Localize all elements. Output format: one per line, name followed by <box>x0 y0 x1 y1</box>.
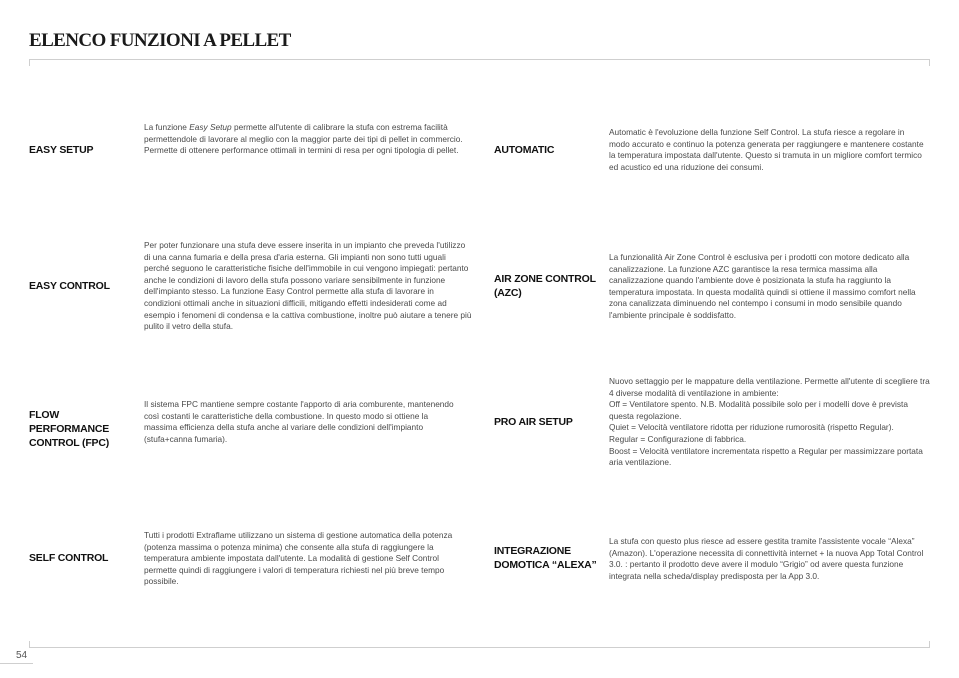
easy-setup-desc-start: La funzione <box>144 122 190 132</box>
top-frame-rule <box>29 59 930 66</box>
feature-desc-automatic: Automatic è l'evoluzione della funzione Self Control. La stufa riesce a regolare in modo accurato e continuo la potenza generata per raggiungere e mantenere costante la temperatura impostata dall'utente. Questo si tramuta in un migliore comfort termico ed acustico ed una riduzione dei consumi. <box>609 127 924 172</box>
page-title: ELENCO FUNZIONI A PELLET <box>29 30 291 51</box>
easy-setup-desc-para2: Permette di ottenere performance ottimali in termini di resa per ogni tipologia di pellet. <box>144 145 459 156</box>
feature-desc-easy-setup <box>144 122 464 157</box>
feature-label-pro-air-setup: PRO AIR SETUP <box>494 416 573 428</box>
easy-setup-desc-end: permette all'utente di calibrare la stufa con estrema facilità permettendole di lavorare al meglio con la maggior parte dei tipi di pellet in commercio. <box>144 122 463 144</box>
feature-label-easy-setup: EASY SETUP <box>29 144 94 156</box>
feature-label-flow-performance: FLOW PERFORMANCE CONTROL (FPC) <box>29 409 110 449</box>
feature-label-automatic: AUTOMATIC <box>494 144 555 156</box>
feature-desc-easy-control: Per poter funzionare una stufa deve essere inserita in un impianto che preveda l'utilizzo di una canna fumaria e della presa d'aria esterna. Gli impianti non sono tutti uguali perché seguono le caratteristiche fisiche dell'immobile in cui vengono impiegati: pertanto anche le condizioni di lavoro della stufa possono variare sensibilmente in funzione dell'impianto stesso. La funzione Easy Control permette alla stufa di lavorare in condizioni ottimali anche in situazioni difficili, mitigando effetti indesiderati come ad esempio i fenomeni di condensa e la cattiva combustione, inoltre può aiutare a tenere più pulito il vetro della stufa. <box>144 240 472 332</box>
pro-air-setup-desc-line: Off = Ventilatore spento. N.B. Modalità possibile solo per i modelli dove è prevista questa regolazione. <box>609 399 908 421</box>
feature-label-self-control: SELF CONTROL <box>29 552 109 564</box>
feature-desc-flow-performance: Il sistema FPC mantiene sempre costante l'apporto di aria comburente, mantenendo così costanti le caratteristiche della combustione. In questo modo si ottiene la massima efficienza della stufa anche al variare delle condizioni dell'impianto (stufa+canna fumaria). <box>144 399 454 444</box>
feature-desc-integrazione-alexa: La stufa con questo plus riesce ad essere gestita tramite l'assistente vocale “Alexa” (Amazon). L'operazione necessita di connettività internet + la nuova App Total Control 3.0. : pertanto il prodotto deve avere il modulo “Grigio” od avere questa funzione integrata nella scheda/display predisposta per la App 3.0. <box>609 536 924 581</box>
pro-air-setup-desc-line: Boost = Velocità ventilatore incrementata rispetto a Regular per massimizzare portata aria ventilazione. <box>609 445 923 468</box>
bottom-frame-rule <box>29 641 930 648</box>
feature-label-easy-control: EASY CONTROL <box>29 280 110 292</box>
feature-desc-pro-air-setup <box>609 376 934 469</box>
feature-desc-air-zone-control: La funzionalità Air Zone Control è esclusiva per i prodotti con motore dedicato alla canalizzazione. La funzione AZC garantisce la resa termica massima alla canalizzazione quando l'ambiente dove è posizionata la stufa ha raggiunto la temperatura impostata. In questa modalità quindi si ottiene il massimo comfort nella zona canalizzata diminuendo nel contempo i consumi in modo sensibile quando l'ambiente principale è soddisfatto. <box>609 252 916 320</box>
pro-air-setup-desc-line: Regular = Configurazione di fabbrica. <box>609 433 747 444</box>
feature-desc-self-control: Tutti i prodotti Extraflame utilizzano un sistema di gestione automatica della potenza (potenza massima o potenza minima) che consente alla stufa di raggiungere la temperatura ambiente impostata dall'utente. La modalità di gestione Self Control permette quindi di raggiungere i valori di temperatura richiesti nel più breve tempo possibile. <box>144 530 453 587</box>
feature-label-integrazione-alexa: INTEGRAZIONE DOMOTICA “ALEXA” <box>494 545 597 571</box>
pro-air-setup-desc-line: Quiet = Velocità ventilatore ridotta per riduzione rumorosità (rispetto Regular). <box>609 422 894 433</box>
easy-setup-italic-term: Easy Setup <box>189 122 232 132</box>
feature-label-air-zone-control: AIR ZONE CONTROL (AZC) <box>494 273 596 299</box>
pro-air-setup-desc-line: Nuovo settaggio per le mappature della ventilazione. Permette all'utente di scegliere tra 4 diverse modalità di ventilazione in ambiente: <box>609 376 930 398</box>
page-number-rule <box>0 663 33 664</box>
page-number: 54 <box>16 650 28 661</box>
